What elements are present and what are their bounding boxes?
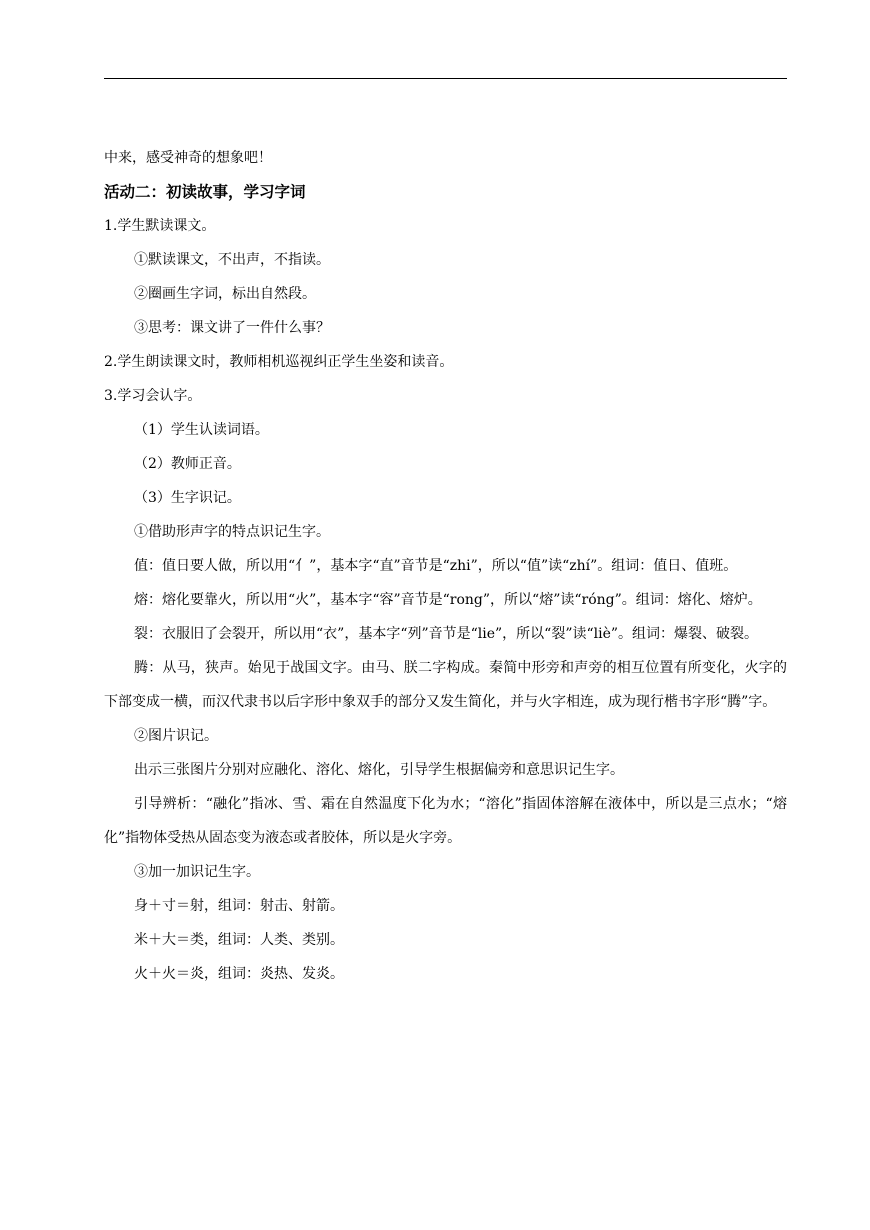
list-item: ①借助形声字的特点识记生字。 — [134, 524, 330, 540]
paragraph-picture-method: ②图片识记。 — [134, 728, 218, 744]
continuation-text: 中来，感受神奇的想象吧！ — [104, 150, 272, 166]
paragraph-rong: 熔：熔化要靠火，所以用“火”，基本字“容”音节是“rong”，所以“熔”读“róng”。组词：熔化、熔炉。 — [134, 592, 762, 608]
paragraph-teng: 腾：从马，狭声。始见于战国文字。由马、朕二字构成。秦简中形旁和声旁的相互位置有所变化，火字的下部变成一横，而汉代隶书以后字形中象双手的部分又发生简化，并与火字相连，成为现行楷书字形“腾”字。 — [104, 660, 787, 710]
paragraph-zhi: 值：值日要人做，所以用“亻”，基本字“直”音节是“zhi”，所以“值”读“zhí”。组词：值日、值班。 — [134, 558, 738, 574]
document-body — [104, 141, 787, 991]
list-item: 2.学生朗读课文时，教师相机巡视纠正学生坐姿和读音。 — [104, 354, 454, 370]
list-item: （3）生字识记。 — [134, 490, 241, 506]
section-heading: 活动二：初读故事，学习字词 — [104, 182, 306, 201]
paragraph-three-pictures: 出示三张图片分别对应融化、溶化、熔化，引导学生根据偏旁和意思识记生字。 — [134, 762, 624, 778]
list-item: （1）学生认读词语。 — [134, 422, 269, 438]
list-item: ②圈画生字词，标出自然段。 — [134, 286, 316, 302]
list-item: 3.学习会认字。 — [104, 388, 202, 404]
list-item: 1.学生默读课文。 — [104, 218, 216, 234]
header-rule — [104, 78, 787, 79]
list-item: （2）教师正音。 — [134, 456, 241, 472]
paragraph-lie: 裂：衣服旧了会裂开，所以用“衣”，基本字“列”音节是“lie”，所以“裂”读“liè”。组词：爆裂、破裂。 — [134, 626, 759, 642]
paragraph-lei: 米＋大＝类，组词：人类、类别。 — [134, 932, 344, 948]
list-item: ①默读课文，不出声，不指读。 — [134, 252, 330, 268]
paragraph-yan: 火＋火＝炎，组词：炎热、发炎。 — [134, 966, 344, 982]
paragraph-she: 身＋寸＝射，组词：射击、射箭。 — [134, 898, 344, 914]
paragraph-addition-method: ③加一加识记生字。 — [134, 864, 260, 880]
list-item: ③思考：课文讲了一件什么事？ — [134, 320, 330, 336]
paragraph-distinguish: 引导辨析：“融化”指冰、雪、霜在自然温度下化为水；“溶化”指固体溶解在液体中，所以是三点水；“熔化”指物体受热从固态变为液态或者胶体，所以是火字旁。 — [104, 796, 787, 846]
